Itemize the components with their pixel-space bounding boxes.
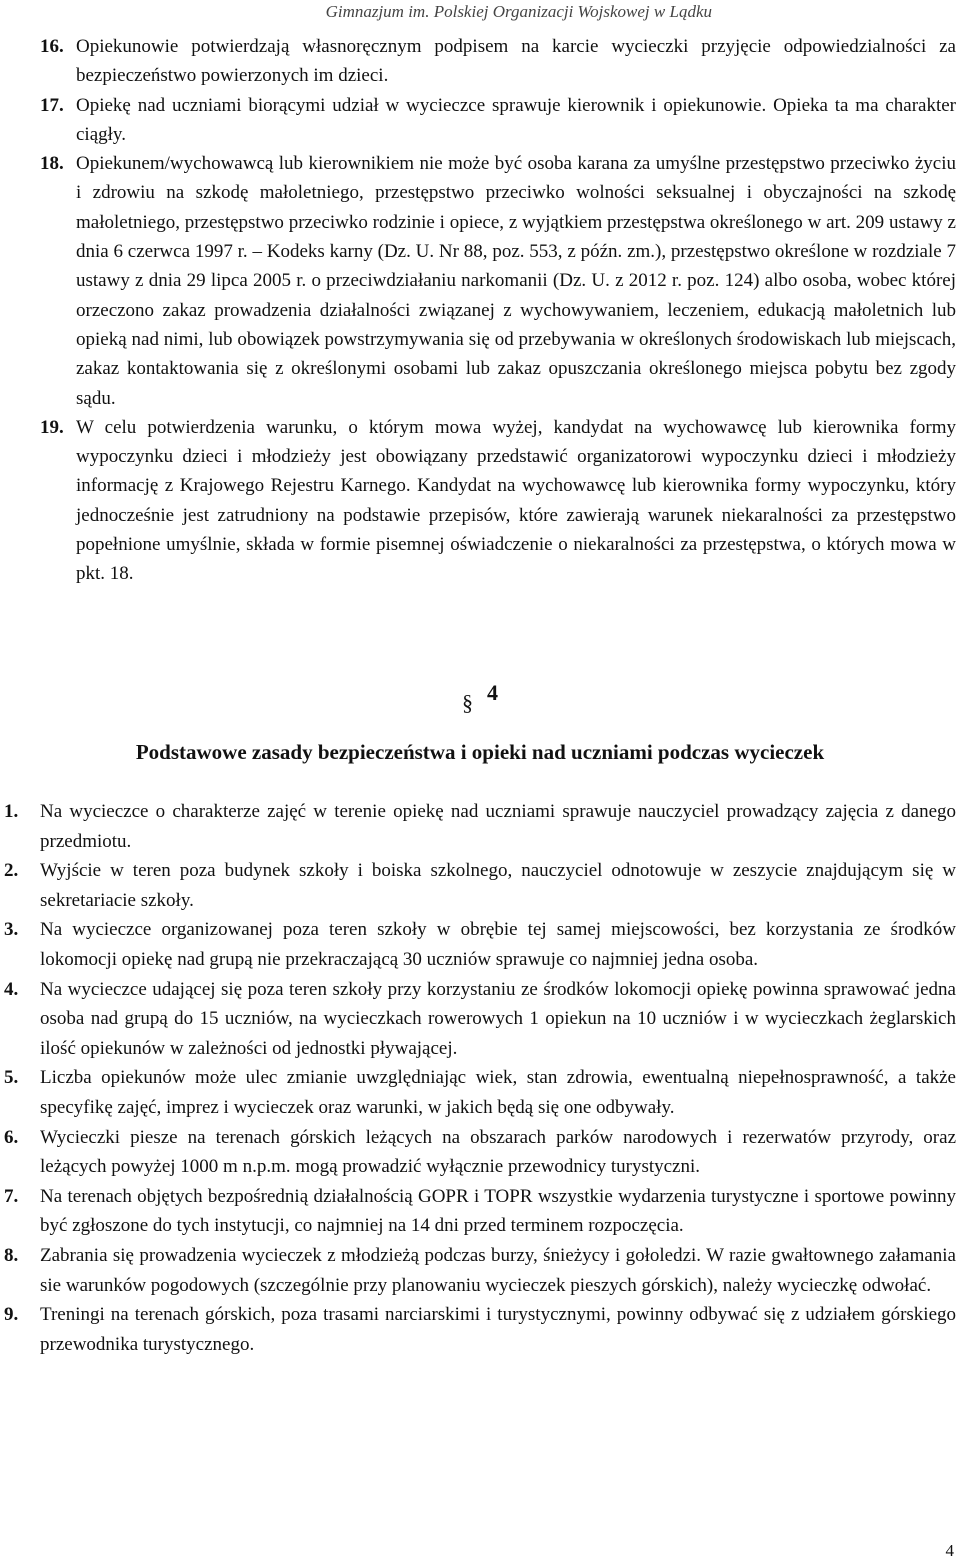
top-numbered-list xyxy=(40,32,956,589)
item-number: 16. xyxy=(40,36,64,57)
list-item xyxy=(40,32,956,91)
item-text: Opiekunem/wychowawcą lub kierownikiem nie może być osoba karana za umyślne przestępstwo przeciwko życiu i zdrowiu na szkodę małoletniego, przestępstwo przeciwko wolności seksualnej i obyczajności na szkodę małoletniego, przestępstwo przeciwko rodzinie i opiece, z wyjątkiem przestępstwa określonego w art. 209 ustawy z dnia 6 czerwca 1997 r. – Kodeks karny (Dz. U. Nr 88, poz. 553, z późn. zm.), przestępstwo określone w rozdziale 7 ustawy z dnia 29 lipca 2005 r. o przeciwdziałaniu narkomanii (Dz. U. z 2012 r. poz. 124) albo osoba, wobec której orzeczono zakaz prowadzenia działalności związanej z wychowywaniem, leczeniem, edukacją małoletnich lub opieką nad nimi, lub obowiązek powstrzymywania się od przebywania w określonych środowiskach lub miejscach, zakaz kontaktowania się z określonymi osobami lub zakaz opuszczania określonego miejsca pobytu bez zgody sądu. xyxy=(76,153,956,409)
section-heading xyxy=(0,680,960,715)
item-text: Treningi na terenach górskich, poza trasami narciarskimi i turystycznymi, powinny odbywać się z udziałem górskiego przewodnika turystycznego. xyxy=(40,1304,956,1355)
item-number: 3. xyxy=(4,919,19,941)
item-number: 9. xyxy=(4,1304,19,1326)
section-title: Podstawowe zasady bezpieczeństwa i opieki nad uczniami podczas wycieczek xyxy=(135,740,825,764)
list-item xyxy=(4,1063,956,1122)
list-item xyxy=(4,1241,956,1300)
item-text: Liczba opiekunów może ulec zmianie uwzględniając wiek, stan zdrowia, ewentualną niepełnosprawność, a także specyfikę zajęć, imprez i wycieczek oraz warunki, w jakich będą się one odbywały. xyxy=(40,1067,956,1118)
item-number: 1. xyxy=(4,801,19,822)
list-item xyxy=(4,856,956,915)
item-number: 8. xyxy=(4,1244,19,1266)
section-symbol: § xyxy=(462,690,473,715)
item-text: Wyjście w teren poza budynek szkoły i boiska szkolnego, nauczyciel odnotowuje w zeszycie znajdującym się w sekretariacie szkoły. xyxy=(40,860,956,911)
item-number: 6. xyxy=(4,1126,19,1148)
page-number: 4 xyxy=(945,1541,954,1560)
list-item xyxy=(4,915,956,974)
item-number: 18. xyxy=(40,153,64,175)
item-text: Na wycieczce udającej się poza teren szkoły przy korzystaniu ze środków lokomocji opiekę powinna sprawować jedna osoba nad grupą do 15 uczniów, na wycieczkach rowerowych 1 opiekun na 10 uczniów i w wycieczkach żeglarskich ilość opiekunów w zależności od jednostki pływającej. xyxy=(40,978,956,1059)
item-text: Opiekę nad uczniami biorącymi udział w wycieczce sprawuje kierownik i opiekunowie. Opieka ta ma charakter ciągły. xyxy=(76,94,956,145)
item-text: Na wycieczce o charakterze zajęć w terenie opiekę nad uczniami sprawuje nauczyciel prowadzący zajęcia z danego przedmiotu. xyxy=(40,801,956,852)
list-item xyxy=(4,1182,956,1241)
item-text: W celu potwierdzenia warunku, o którym mowa wyżej, kandydat na wychowawcę lub kierownika formy wypoczynku dzieci i młodzieży jest obowiązany przedstawić organizatorowi wypoczynku dzieci i młodzieży informację z Krajowego Rejestru Karnego. Kandydat na wychowawcę lub kierownika formy wypoczynku, który jednocześnie jest zatrudniony na podstawie przepisów, które zawierają warunek niekaralności za przestępstwo popełnione umyślnie, składa w formie pisemnej oświadczenie o niekaralności za przestępstwa, o których mowa w pkt. 18. xyxy=(76,416,956,585)
item-number: 7. xyxy=(4,1185,19,1207)
running-header: Gimnazjum im. Polskiej Organizacji Wojskowej w Lądku xyxy=(325,2,712,21)
list-item xyxy=(4,975,956,1064)
item-text: Wycieczki piesze na terenach górskich leżących na obszarach parków narodowych i rezerwatów przyrody, oraz leżących powyżej 1000 m n.p.m. mogą prowadzić wyłącznie przewodnicy turystyczni. xyxy=(40,1126,956,1178)
list-item xyxy=(40,149,956,413)
item-text: Opiekunowie potwierdzają własnoręcznym podpisem na karcie wycieczki przyjęcie odpowiedzialności za bezpieczeństwo powierzonych im dzieci. xyxy=(76,36,956,87)
list-item xyxy=(40,91,956,150)
bottom-numbered-list xyxy=(4,797,956,1359)
list-item xyxy=(4,1123,956,1182)
item-number: 5. xyxy=(4,1067,19,1089)
item-number: 2. xyxy=(4,860,19,882)
item-number: 19. xyxy=(40,416,64,438)
item-text: Zabrania się prowadzenia wycieczek z młodzieżą podczas burzy, śnieżycy i gołoledzi. W razie gwałtownego załamania sie warunków pogodowych (szczególnie przy planowaniu wycieczek pieszych górskich), należy wycieczkę odwołać. xyxy=(40,1244,956,1296)
item-text: Na wycieczce organizowanej poza teren szkoły w obrębie tej samej miejscowości, bez korzystania ze środków lokomocji opiekę nad grupą nie przekraczającą 30 uczniów sprawuje co najmniej jedna osoba. xyxy=(40,919,956,970)
item-number: 17. xyxy=(40,94,64,116)
section-number: 4 xyxy=(487,680,498,705)
item-text: Na terenach objętych bezpośrednią działalnością GOPR i TOPR wszystkie wydarzenia turystyczne i sportowe powinny być zgłoszone do tych instytucji, co najmniej na 14 dni przed terminem rozpoczęcia. xyxy=(40,1185,956,1237)
list-item xyxy=(4,1300,956,1359)
list-item xyxy=(40,413,956,589)
list-item xyxy=(4,797,956,856)
item-number: 4. xyxy=(4,978,19,1000)
